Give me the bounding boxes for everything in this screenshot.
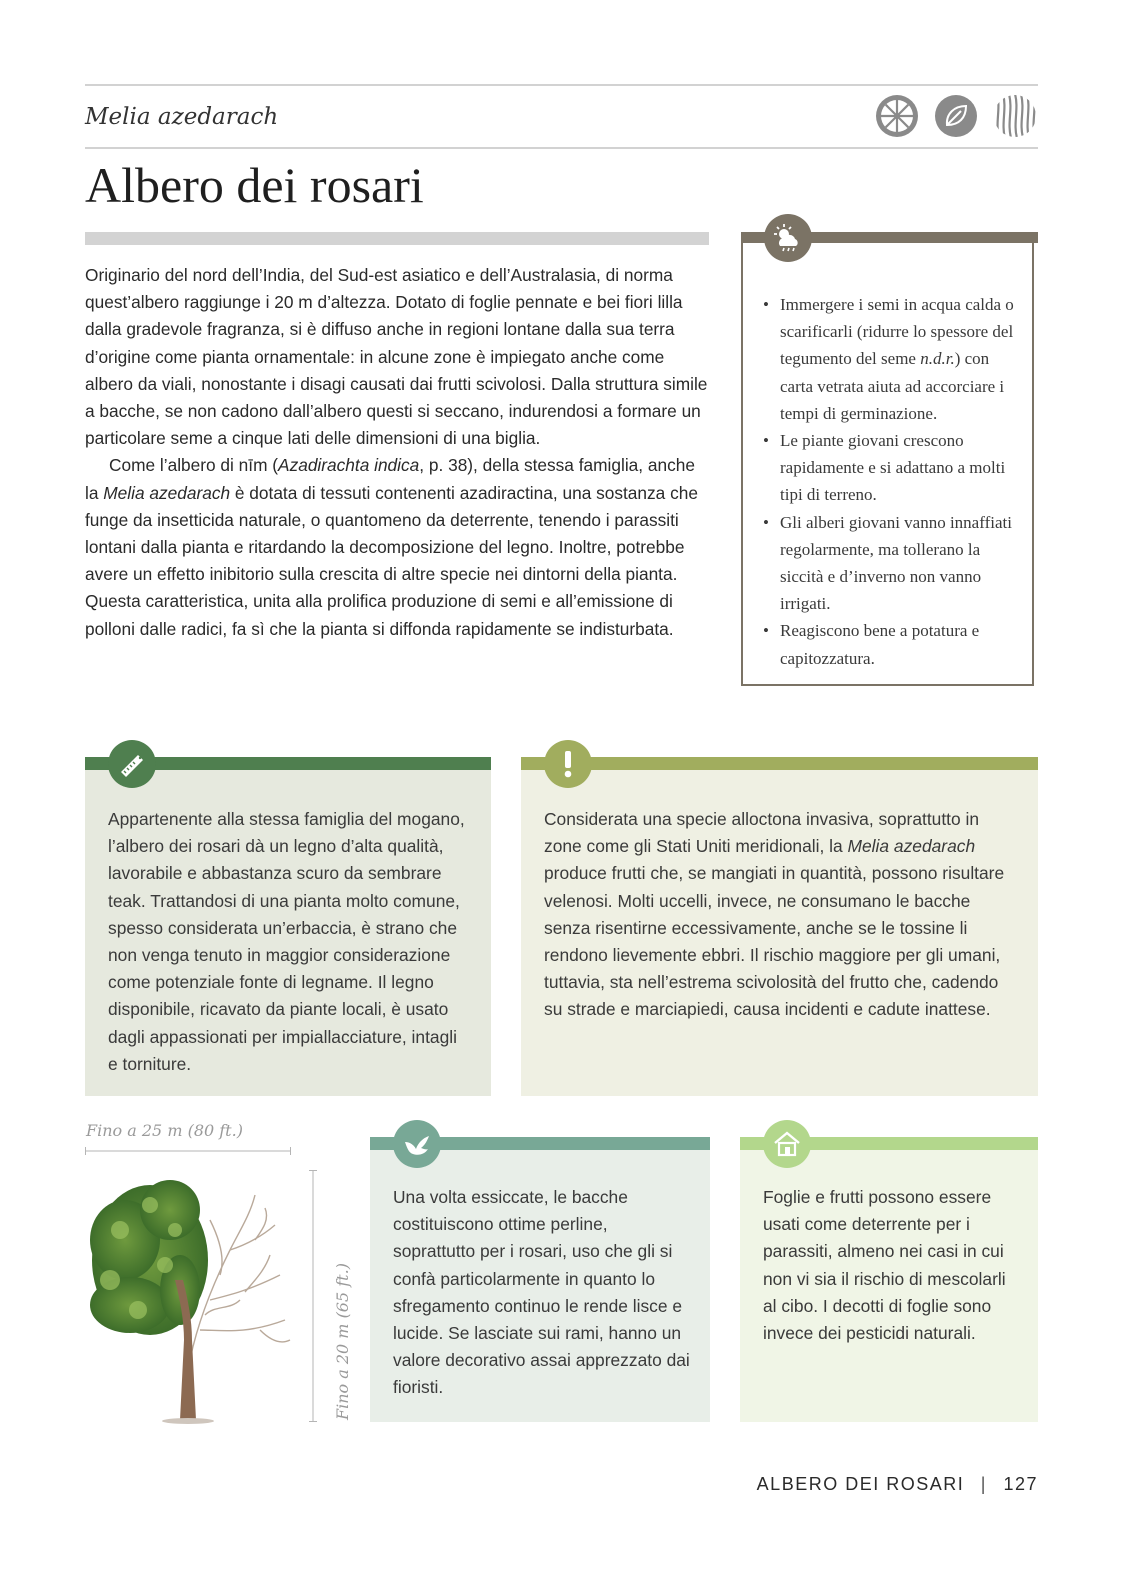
header-bottom-rule: [85, 147, 1038, 149]
fruit-icon: [875, 94, 919, 138]
intro-paragraph-2: Come l’albero di nīm (Azadirachta indica, p. 38), della stessa famiglia, anche la Melia azedarach è dotata di tessuti contenenti azadiractina, una sostanza che funge da insetticida naturale, o quantomeno da deterrente, tenendo i parassiti lontani dalla pianta e ritardando la decomposizione del legno. Inoltre, potrebbe avere un effetto inibitorio sulla crescita di altre specie nei dintorni della pianta. Questa caratteristica, unita alla prolifica produzione di semi e all’emissione di polloni dalle radici, fa sì che la pianta si diffonda rapidamente se indisturbata.: [85, 455, 698, 639]
leaf-icon: [934, 94, 978, 138]
wildlife-box: [370, 1150, 710, 1422]
sun-cloud-icon: [764, 214, 812, 262]
footer-separator: |: [980, 1474, 987, 1494]
width-dimension-line: [85, 1144, 295, 1158]
warning-box: [521, 770, 1038, 1096]
intro-text: [85, 262, 709, 643]
wood-box: [85, 770, 491, 1096]
top-rule: [85, 84, 1038, 86]
page-title: Albero dei rosari: [85, 157, 424, 213]
dove-icon: [393, 1120, 441, 1168]
warning-text: Considerata una specie alloctona invasiva, soprattutto in zone come gli Stati Uniti meridionali, la Melia azedarach produce frutti che, se mangiati in quantità, possono risultare velenosi. Molti uccelli, invece, ne consumano le bacche senza risentirne eccessivamente, anche se le tossine li rendono lievemente ebbri. Il rischio maggiore per gli umani, tuttavia, sta nell’estrema scivolosità del frutto che, cadendo su strade e marciapiedi, causa incidenti e cadute inattese.: [544, 809, 1005, 1020]
intro-bar: [85, 232, 709, 245]
home-text: Foglie e frutti possono essere usati come deterrente per i parassiti, almeno nei casi in cui non vi sia il rischio di mescolarli al cibo. I decotti di foglie sono invece dei pesticidi naturali.: [763, 1187, 1006, 1344]
height-dimension-line: [306, 1170, 320, 1422]
care-item: • Gli alberi giovani vanno innaffiati regolarmente, ma tollerano la siccità e d’inverno non vanno irrigati.: [763, 509, 1019, 618]
page-footer: [757, 1474, 1038, 1495]
wildlife-text: Una volta essiccate, le bacche costituiscono ottime perline, soprattutto per i rosari, uso che gli si confà particolarmente in quanto lo sfregamento continuo le rende lisce e lucide. Se lasciate sui rami, hanno un valore decorativo assai apprezzato dai fioristi.: [393, 1187, 690, 1398]
width-label: Fino a 25 m (80 ft.): [86, 1121, 243, 1140]
care-item: • Le piante giovani crescono rapidamente e si adattano a molti tipi di terreno.: [763, 427, 1019, 509]
wood-grain-icon: [993, 94, 1037, 138]
warning-bar: [521, 757, 1038, 770]
wood-text: Appartenente alla stessa famiglia del mogano, l’albero dei rosari dà un legno d’alta qualità, lavorabile e abbastanza scuro da sembrare teak. Trattandosi di una pianta molto comune, spesso considerata un’erbaccia, è strano che non venga tenuto in maggior considerazione come potenziale fonte di legname. Il legno disponibile, ricavato da piante locali, è usato dagli appassionati per impiallacciature, intagli e torniture.: [108, 809, 465, 1074]
home-box: [740, 1150, 1038, 1422]
saw-icon: [108, 740, 156, 788]
care-box: [741, 233, 1034, 686]
care-list: [763, 291, 1019, 672]
tree-illustration: [80, 1170, 300, 1425]
running-title: ALBERO DEI ROSARI: [756, 1474, 965, 1494]
intro-paragraph-1: Originario del nord dell’India, del Sud-est asiatico e dell’Australasia, di norma quest’albero raggiunge i 20 m d’altezza. Dotato di foglie pennate e bei fiori lilla dalla gradevole fragranza, si è diffuso anche in regioni lontane dalla sua terra d’origine come pianta ornamentale: in alcune zone è impiegato anche come albero da viali, nonostante i disagi causati dai frutti scivolosi. Dalla struttura simile a bacche, se non cadono dall’albero questi si seccano, indurendosi a formare un particolare seme a cinque lati delle dimensioni di una biglia.: [85, 265, 708, 449]
house-icon: [763, 1120, 811, 1168]
exclamation-icon: [544, 740, 592, 788]
care-item: • Immergere i semi in acqua calda o scarificarli (ridurre lo spessore del tegumento del seme n.d.r.) con carta vetrata aiuta ad accorciare i tempi di germinazione.: [763, 291, 1019, 427]
latin-name: Melia azedarach: [85, 104, 279, 130]
care-item: • Reagiscono bene a potatura e capitozzatura.: [763, 617, 1019, 671]
height-label: Fino a 20 m (65 ft.): [333, 1263, 352, 1420]
page-number: 127: [1003, 1474, 1038, 1494]
